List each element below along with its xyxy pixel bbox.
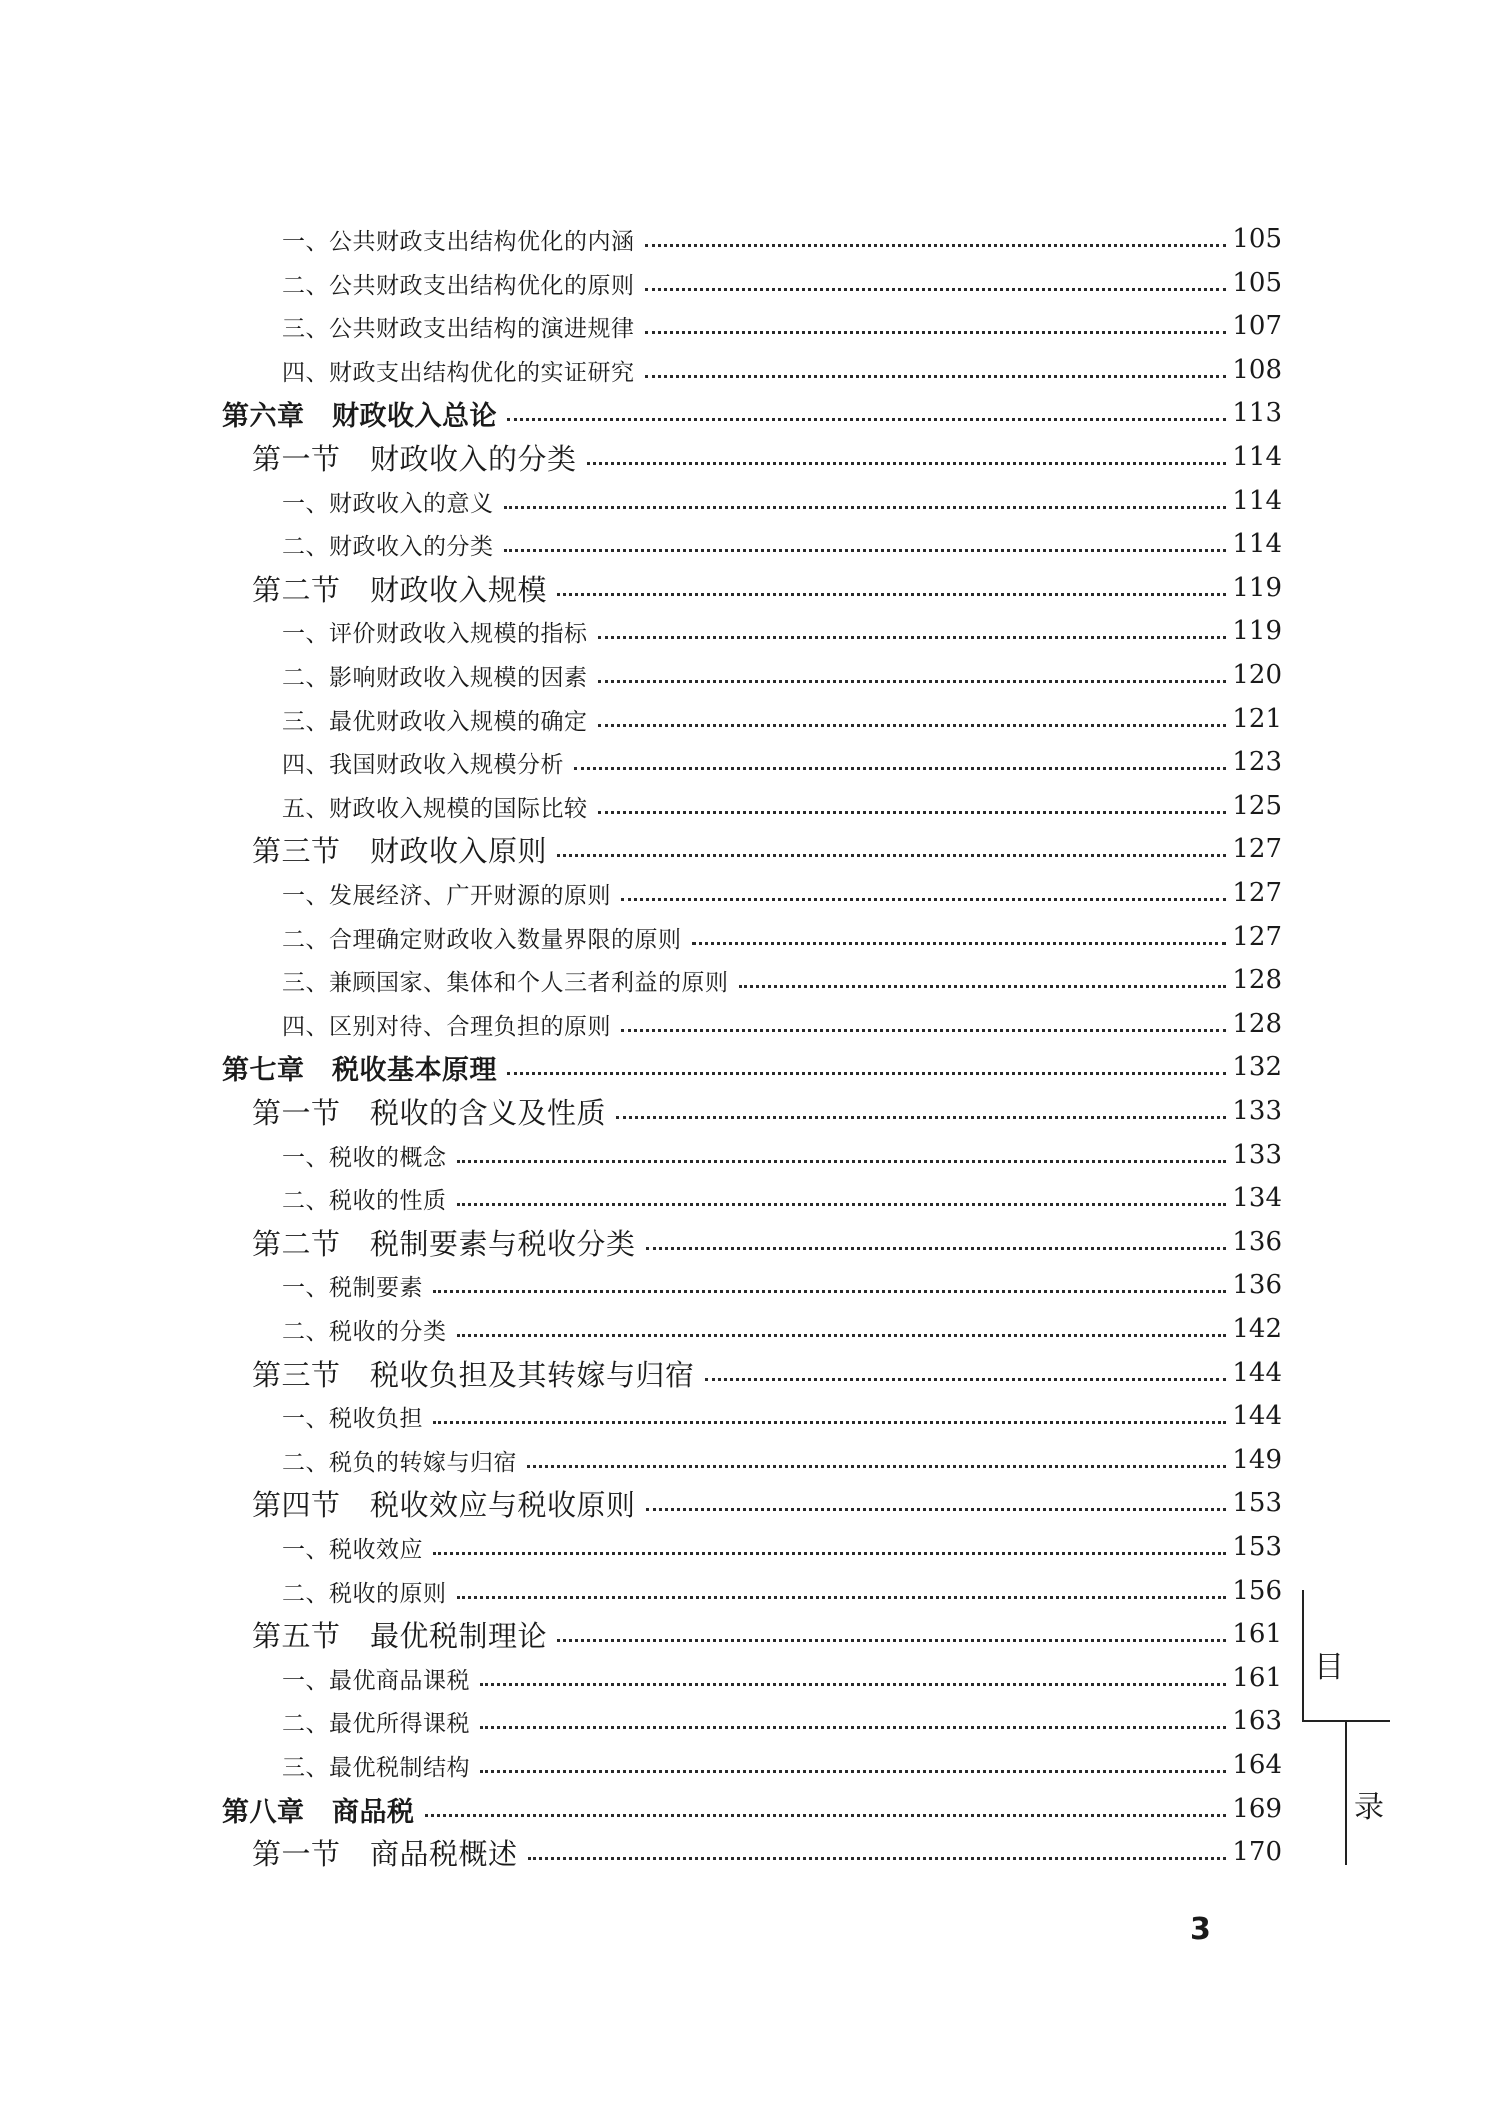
toc-entry-page: 144 [1232,1358,1282,1388]
toc-dot-leader [598,636,1227,639]
toc-entry-title: 四、我国财政收入规模分析 [282,751,564,778]
toc-entry-title: 三、公共财政支出结构的演进规律 [282,315,635,342]
side-tab-divider [1345,1720,1347,1865]
toc-entry-page: 113 [1232,398,1282,428]
toc-dot-leader [528,1857,1226,1860]
toc-entry-title: 第一节 税收的含义及性质 [252,1095,607,1130]
toc-dot-leader [739,985,1227,988]
toc-section-row [252,1091,1282,1131]
toc-entry-page: 121 [1232,704,1282,734]
toc-item-row [282,742,1282,782]
toc-entry-page: 105 [1232,268,1282,298]
toc-dot-leader [598,724,1227,727]
toc-entry-title: 一、发展经济、广开财源的原则 [282,882,611,909]
toc-entry-page: 144 [1232,1401,1282,1431]
toc-dot-leader [621,898,1226,901]
toc-item-row [282,611,1282,651]
toc-dot-leader [457,1596,1227,1599]
toc-entry-title: 二、税收的性质 [282,1187,447,1214]
toc-entry-title: 四、区别对待、合理负担的原则 [282,1013,611,1040]
side-tab-label-top: 目 [1314,1650,1344,1685]
toc-entry-page: 120 [1232,660,1282,690]
toc-entry-page: 114 [1232,486,1282,516]
toc-dot-leader [557,854,1226,857]
side-tab-divider [1302,1590,1304,1720]
toc-dot-leader [457,1203,1227,1206]
toc-entry-page: 133 [1232,1140,1282,1170]
toc-entry-title: 第二节 税制要素与税收分类 [252,1226,636,1261]
toc-item-row [282,219,1282,259]
toc-dot-leader [504,506,1227,509]
toc-entry-page: 163 [1232,1706,1282,1736]
toc-item-row [282,1178,1282,1218]
toc-entry-title: 一、最优商品课税 [282,1667,470,1694]
toc-item-row [282,655,1282,695]
toc-item-row [282,699,1282,739]
toc-entry-page: 161 [1232,1663,1282,1693]
toc-entry-page: 136 [1232,1270,1282,1300]
toc-entry-page: 136 [1232,1227,1282,1257]
toc-dot-leader [616,1116,1226,1119]
toc-entry-page: 153 [1232,1532,1282,1562]
toc-dot-leader [480,1683,1226,1686]
toc-entry-page: 108 [1232,355,1282,385]
toc-entry-page: 128 [1232,1009,1282,1039]
toc-entry-title: 第七章 税收基本原理 [222,1054,497,1086]
toc-entry-title: 第二节 财政收入规模 [252,572,548,607]
toc-item-row [282,1004,1282,1044]
toc-section-row [252,1832,1282,1872]
toc-entry-title: 第一节 财政收入的分类 [252,441,577,476]
toc-entry-title: 一、税收效应 [282,1536,423,1563]
toc-entry-page: 119 [1232,616,1282,646]
toc-dot-leader [507,1072,1226,1075]
side-tab-contents [1302,1590,1392,1865]
toc-dot-leader [598,811,1227,814]
toc-dot-leader [433,1552,1226,1555]
toc-section-row [252,1222,1282,1262]
toc-item-row [282,1571,1282,1611]
toc-item-row [282,1440,1282,1480]
toc-entry-page: 156 [1232,1576,1282,1606]
toc-entry-title: 第八章 商品税 [222,1796,415,1828]
toc-item-row [282,1135,1282,1175]
toc-section-row [252,829,1282,869]
toc-dot-leader [692,942,1227,945]
toc-entry-page: 125 [1232,791,1282,821]
toc-entry-title: 三、最优财政收入规模的确定 [282,708,588,735]
toc-entry-page: 132 [1232,1052,1282,1082]
toc-entry-title: 第三节 税收负担及其转嫁与归宿 [252,1357,695,1392]
toc-chapter-row [222,1789,1282,1829]
toc-entry-title: 第四节 税收效应与税收原则 [252,1487,636,1522]
toc-entry-page: 134 [1232,1183,1282,1213]
toc-dot-leader [598,680,1227,683]
toc-dot-leader [645,375,1227,378]
toc-section-row [252,437,1282,477]
toc-entry-page: 170 [1232,1837,1282,1867]
toc-dot-leader [587,462,1226,465]
toc-dot-leader [557,1639,1226,1642]
toc-item-row [282,1527,1282,1567]
toc-section-row [252,568,1282,608]
toc-entry-page: 133 [1232,1096,1282,1126]
toc-entry-title: 一、财政收入的意义 [282,490,494,517]
toc-entry-title: 二、影响财政收入规模的因素 [282,664,588,691]
toc-entry-page: 127 [1232,834,1282,864]
toc-section-row [252,1353,1282,1393]
toc-entry-page: 119 [1232,573,1282,603]
toc-entry-title: 五、财政收入规模的国际比较 [282,795,588,822]
toc-dot-leader [527,1465,1226,1468]
toc-entry-page: 142 [1232,1314,1282,1344]
toc-entry-title: 二、公共财政支出结构优化的原则 [282,272,635,299]
toc-dot-leader [557,593,1226,596]
toc-entry-title: 二、税收的分类 [282,1318,447,1345]
toc-dot-leader [646,1247,1226,1250]
toc-item-row [282,1309,1282,1349]
toc-entry-page: 161 [1232,1619,1282,1649]
toc-dot-leader [574,767,1226,770]
toc-dot-leader [645,244,1227,247]
toc-entry-page: 127 [1232,922,1282,952]
toc-item-row [282,524,1282,564]
toc-entry-page: 169 [1232,1794,1282,1824]
toc-dot-leader [645,288,1227,291]
toc-item-row [282,1396,1282,1436]
toc-entry-page: 123 [1232,747,1282,777]
toc-dot-leader [646,1508,1226,1511]
toc-entry-page: 107 [1232,311,1282,341]
toc-entry-title: 一、税收的概念 [282,1144,447,1171]
toc-item-row [282,1265,1282,1305]
toc-entry-title: 二、税收的原则 [282,1580,447,1607]
toc-entry-title: 第一节 商品税概述 [252,1836,518,1871]
toc-entry-title: 二、合理确定财政收入数量界限的原则 [282,926,682,953]
toc-entry-title: 二、最优所得课税 [282,1710,470,1737]
toc-dot-leader [705,1378,1226,1381]
page-number: 3 [1190,1912,1211,1947]
toc-entry-title: 一、税制要素 [282,1274,423,1301]
toc-item-row [282,1658,1282,1698]
toc-dot-leader [433,1421,1226,1424]
toc-dot-leader [507,418,1226,421]
toc-dot-leader [645,331,1227,334]
toc-dot-leader [480,1726,1226,1729]
toc-section-row [252,1483,1282,1523]
toc-entry-page: 153 [1232,1488,1282,1518]
toc-dot-leader [425,1814,1227,1817]
toc-entry-page: 114 [1232,529,1282,559]
toc-dot-leader [457,1334,1227,1337]
toc-entry-page: 128 [1232,965,1282,995]
toc-dot-leader [457,1160,1227,1163]
toc-section-row [252,1614,1282,1654]
toc-entry-title: 三、兼顾国家、集体和个人三者利益的原则 [282,969,729,996]
toc-item-row [282,263,1282,303]
toc-dot-leader [504,549,1227,552]
toc-entry-title: 第五节 最优税制理论 [252,1618,548,1653]
toc-item-row [282,306,1282,346]
toc-item-row [282,481,1282,521]
toc-entry-page: 105 [1232,224,1282,254]
side-tab-label-bottom: 录 [1354,1790,1384,1825]
toc-item-row [282,1701,1282,1741]
toc-chapter-row [222,393,1282,433]
toc-entry-page: 149 [1232,1445,1282,1475]
toc-entry-title: 一、评价财政收入规模的指标 [282,620,588,647]
toc-entry-page: 164 [1232,1750,1282,1780]
toc-entry-page: 127 [1232,878,1282,908]
toc-entry-title: 一、税收负担 [282,1405,423,1432]
toc-entry-title: 第三节 财政收入原则 [252,833,548,868]
toc-item-row [282,960,1282,1000]
toc-entry-title: 四、财政支出结构优化的实证研究 [282,359,635,386]
toc-entry-title: 三、最优税制结构 [282,1754,470,1781]
toc-chapter-row [222,1047,1282,1087]
toc-item-row [282,873,1282,913]
toc-item-row [282,786,1282,826]
toc-dot-leader [480,1770,1226,1773]
toc-entry-title: 二、财政收入的分类 [282,533,494,560]
toc-entry-title: 二、税负的转嫁与归宿 [282,1449,517,1476]
toc-dot-leader [621,1029,1226,1032]
toc-item-row [282,1745,1282,1785]
toc-dot-leader [433,1290,1226,1293]
toc-entry-page: 114 [1232,442,1282,472]
toc-item-row [282,350,1282,390]
toc-entry-title: 第六章 财政收入总论 [222,400,497,432]
toc-entry-title: 一、公共财政支出结构优化的内涵 [282,228,635,255]
toc-item-row [282,917,1282,957]
